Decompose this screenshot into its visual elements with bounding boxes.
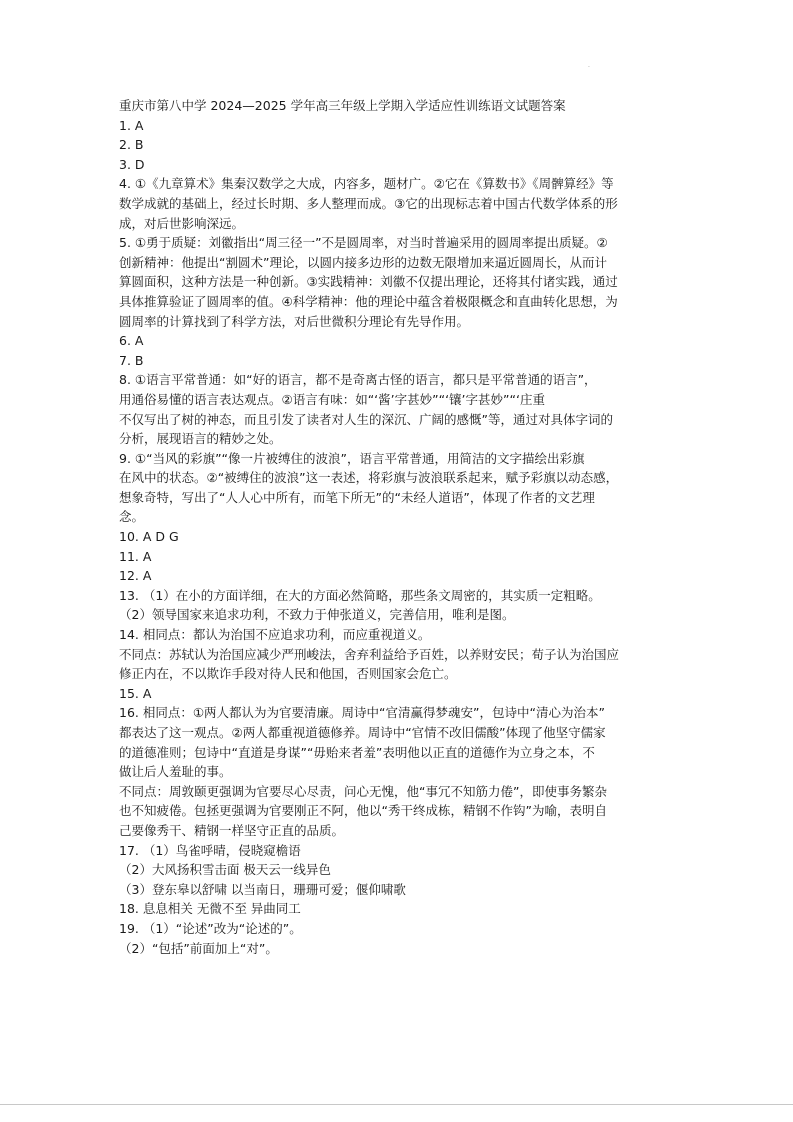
answer-line: 在风中的状态。②“被缚住的波浪”这一表述，将彩旗与波浪联系起来，赋予彩旗以动态感，	[119, 470, 619, 486]
answer-line: （2）大风扬积雪击面 极天云一线异色	[119, 862, 331, 878]
scan-mark: ·	[588, 64, 590, 71]
answer-line: 9. ①“当风的彩旗”“像一片被缚住的波浪”，语言平常普通，用简洁的文字描绘出彩旗	[119, 450, 585, 466]
answer-line: 创新精神：他提出“割圆术”理论，以圆内接多边形的边数无限增加来逼近圆周长，从而计	[119, 254, 607, 270]
answer-line: 用通俗易懂的语言表达观点。②语言有味：如“‘酱’字甚妙”“‘镶’字甚妙”“‘庄重	[119, 391, 545, 407]
answer-line: 3. D	[119, 156, 145, 172]
answer-line: 4. ①《九章算术》集秦汉数学之大成，内容多，题材广。②它在《算数书》《周髀算经》等	[119, 176, 614, 192]
answer-line: 己要像秀干、精钢一样坚守正直的品质。	[119, 822, 345, 838]
answer-line: 15. A	[119, 685, 152, 701]
answer-line: 11. A	[119, 548, 152, 564]
answer-line: 17. （1）鸟雀呼晴，侵晓窥檐语	[119, 842, 301, 858]
answer-line: 13. （1）在小的方面详细，在大的方面必然简略，那些条文周密的，其实质一定粗略。	[119, 587, 601, 603]
answer-line: 数学成就的基础上，经过长时期、多人整理而成。③它的出现标志着中国古代数学体系的形	[119, 195, 618, 211]
answer-line: 14. 相同点：都认为治国不应追求功利，而应重视道义。	[119, 627, 431, 643]
answer-line: 7. B	[119, 352, 144, 368]
answer-line: （3）登东皋以舒啸 以当南日，珊珊可爱；偃仰啸歌	[119, 881, 406, 897]
answer-lines	[119, 116, 679, 959]
answer-line: 不同点：苏轼认为治国应减少严刑峻法，舍弃利益给予百姓，以养财安民；荀子认为治国应	[119, 646, 620, 662]
answer-line: 念。	[119, 509, 145, 525]
answer-line: 都表达了这一观点。②两人都重视道德修养。周诗中“官情不改旧儒酸”体现了他坚守儒家	[119, 725, 606, 740]
answer-line: 成，对后世影响深远。	[119, 215, 245, 231]
page-divider	[0, 1104, 793, 1105]
answer-line: 也不知疲倦。包拯更强调为官要刚正不阿，他以“秀干终成栋，精钢不作钩”为喻，表明自	[119, 803, 607, 819]
answer-line: 不同点：周敦颐更强调为官要尽心尽责，问心无愧，他“事冗不知筋力倦”，即使事务繁杂	[119, 783, 607, 799]
answer-line: 圆周率的计算找到了科学方法，对后世微积分理论有先导作用。	[119, 313, 470, 329]
answer-line: 2. B	[119, 137, 144, 153]
answer-line: 5. ①勇于质疑：刘徽指出“周三径一”不是圆周率，对当时普遍采用的圆周率提出质疑。②	[119, 235, 608, 251]
answer-line: 做让后人羞耻的事。	[119, 764, 232, 780]
answer-line: 不仅写出了树的神态，而且引发了读者对人生的深沉、广阔的感慨”等，通过对具体字词的	[119, 411, 613, 427]
answer-line: 具体推算验证了圆周率的值。④科学精神：他的理论中蕴含着极限概念和直曲转化思想，为	[119, 293, 618, 309]
answer-line: 算圆面积，这种方法是一种创新。③实践精神：刘徽不仅提出理论，还将其付诸实践，通过	[119, 274, 618, 290]
document-title: 重庆市第八中学 2024—2025 学年高三年级上学期入学适应性训练语文试题答案	[119, 98, 566, 113]
answer-line: 8. ①语言平常普通：如“好的语言，都不是奇离古怪的语言，都只是平常普通的语言”，	[119, 372, 597, 388]
answer-line: 想象奇特，写出了“人人心中所有，而笔下所无”的“未经人道语”，体现了作者的文艺理	[119, 489, 595, 505]
answer-document	[119, 96, 679, 958]
answer-line: 分析，展现语言的精妙之处。	[119, 431, 282, 447]
answer-line: 6. A	[119, 333, 144, 349]
answer-line: 19. （1）“论述”改为“论述的”。	[119, 920, 302, 936]
answer-line: 10. A D G	[119, 529, 179, 545]
answer-line: 1. A	[119, 117, 144, 133]
answer-line: 18. 息息相关 无微不至 异曲同工	[119, 901, 301, 917]
answer-line: 12. A	[119, 568, 152, 584]
answer-line: 的道德准则；包诗中“直道是身谋”“毋贻来者羞”表明他以正直的道德作为立身之本，不	[119, 744, 595, 760]
answer-line: （2）“包括”前面加上“对”。	[119, 940, 278, 956]
answer-line: （2）领导国家来追求功利，不致力于伸张道义，完善信用，唯利是图。	[119, 607, 515, 623]
answer-line: 修正内在，不以欺诈手段对待人民和他国，否则国家会危亡。	[119, 666, 457, 682]
answer-line: 16. 相同点：①两人都认为为官要清廉。周诗中“官清赢得梦魂安”，包诗中“清心为治本”	[119, 705, 605, 721]
